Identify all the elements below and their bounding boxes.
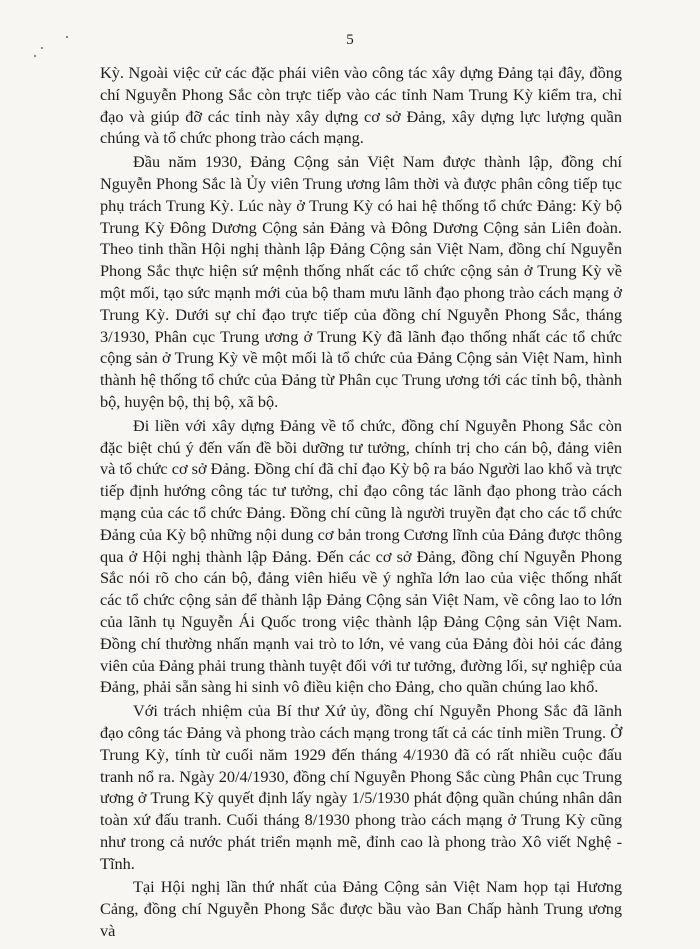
paragraph: Đầu năm 1930, Đảng Cộng sản Việt Nam được thành lập, đồng chí Nguyễn Phong Sắc là Ủy viên Trung ương lâm thời và được phân công tiếp tục phụ trách Trung Kỳ. Lúc này ở Trung Kỳ có hai hệ thống tổ chức Đảng: Kỳ bộ Trung Kỳ Đông Dương Cộng sản Đảng và Đông Dương Cộng sản Liên đoàn. Theo tinh thần Hội nghị thành lập Đảng Cộng sản Việt Nam, đồng chí Nguyễn Phong Sắc thực hiện sứ mệnh thống nhất các tổ chức cộng sản ở Trung Kỳ về một mối, tạo sức mạnh mới của bộ tham mưu lãnh đạo phong trào cách mạng ở Trung Kỳ. Dưới sự chỉ đạo trực tiếp của đồng chí Nguyễn Phong Sắc, tháng 3/1930, Phân cục Trung ương ở Trung Kỳ đã lãnh đạo thống nhất các tổ chức cộng sản ở Trung Kỳ về một mối là tổ chức của Đảng Cộng sản Việt Nam, hình thành hệ thống tổ chức của Đảng từ Phân cục Trung ương tới các tỉnh bộ, thành bộ, huyện bộ, thị bộ, xã bộ.	[100, 152, 622, 411]
body-text	[100, 62, 622, 944]
paragraph: Tại Hội nghị lần thứ nhất của Đảng Cộng sản Việt Nam họp tại Hương Cảng, đồng chí Nguyễn Phong Sắc được bầu vào Ban Chấp hành Trung ương và	[100, 877, 622, 941]
page-number: 5	[346, 32, 354, 48]
scan-speck	[34, 55, 36, 57]
paragraph: Với trách nhiệm của Bí thư Xứ ủy, đồng chí Nguyễn Phong Sắc đã lãnh đạo công tác Đảng và phong trào cách mạng trong tất cả các tỉnh miền Trung. Ở Trung Kỳ, tính từ cuối năm 1929 đến tháng 4/1930 đã có rất nhiều cuộc đấu tranh nổ ra. Ngày 20/4/1930, đồng chí Nguyễn Phong Sắc cùng Phân cục Trung ương ở Trung Kỳ quyết định lấy ngày 1/5/1930 phát động quần chúng nhân dân toàn xứ đấu tranh. Cuối tháng 8/1930 phong trào cách mạng ở Trung Kỳ cũng như trong cả nước phát triển mạnh mẽ, đỉnh cao là phong trào Xô viết Nghệ - Tĩnh.	[100, 701, 622, 873]
paragraph: Đi liền với xây dựng Đảng về tổ chức, đồng chí Nguyễn Phong Sắc còn đặc biệt chú ý đến vấn đề bồi dưỡng tư tưởng, chính trị cho cán bộ, đảng viên và tổ chức cơ sở Đảng. Đồng chí đã chỉ đạo Kỳ bộ ra báo Người lao khổ và trực tiếp định hướng công tác tư tưởng, chỉ đạo công tác lãnh đạo phong trào cách mạng của các tổ chức Đảng. Đồng chí cũng là người truyền đạt cho các tổ chức Đảng của Kỳ bộ những nội dung cơ bản trong Cương lĩnh của Đảng được thông qua ở Hội nghị thành lập Đảng. Đến các cơ sở Đảng, đồng chí Nguyễn Phong Sắc nói rõ cho cán bộ, đảng viên hiểu về ý nghĩa lớn lao của việc thống nhất các tổ chức cộng sản để thành lập Đảng Cộng sản Việt Nam, về công lao to lớn của lãnh tụ Nguyễn Ái Quốc trong việc thành lập Đảng Cộng sản Việt Nam. Đồng chí thường nhấn mạnh vai trò to lớn, vẻ vang của Đảng đòi hỏi các đảng viên của Đảng phải trung thành tuyệt đối với tư tưởng, đường lối, sự nghiệp của Đảng, phải sẵn sàng hi sinh vô điều kiện cho Đảng, cho quần chúng lao khổ.	[100, 415, 622, 697]
paragraph: Kỳ. Ngoài việc cử các đặc phái viên vào công tác xây dựng Đảng tại đây, đồng chí Nguyễn Phong Sắc còn trực tiếp vào các tỉnh Nam Trung Kỳ kiểm tra, chỉ đạo và giúp đỡ các tỉnh này xây dựng cơ sở Đảng, xây dựng lực lượng quần chúng và tổ chức phong trào cách mạng.	[100, 63, 622, 148]
